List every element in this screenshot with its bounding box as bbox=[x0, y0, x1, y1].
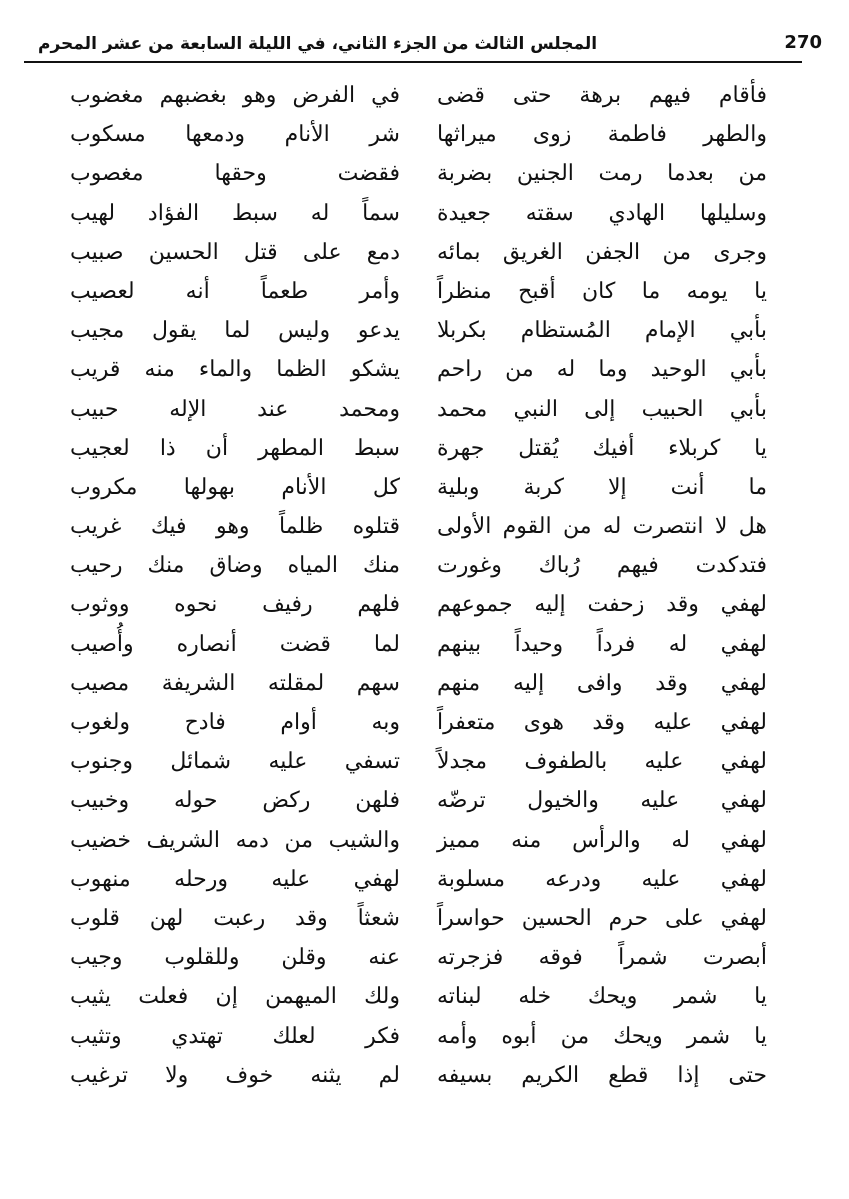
verse-second-hemistich: وأمر طعماً أنه لعصيب bbox=[70, 278, 400, 304]
verse-second-hemistich: فقضت وحقها مغصوب bbox=[70, 161, 400, 187]
verse-row bbox=[0, 744, 849, 783]
verse-first-hemistich: يا شمر ويحك من أبوه وأمه bbox=[437, 1023, 767, 1049]
verse-row bbox=[0, 940, 849, 979]
verse-second-hemistich: يشكو الظما والماء منه قريب bbox=[70, 357, 400, 383]
verse-second-hemistich: في الفرض وهو بغضبهم مغضوب bbox=[70, 83, 400, 108]
verse-first-hemistich: وجرى من الجفن الغريق بمائه bbox=[437, 239, 767, 265]
verse-row bbox=[0, 313, 849, 352]
verse-row bbox=[0, 196, 849, 235]
verse-first-hemistich: والطهر فاطمة زوى ميراثها bbox=[437, 122, 767, 148]
verse-second-hemistich: كل الأنام بهولها مكروب bbox=[70, 474, 400, 500]
verse-first-hemistich: يا شمر ويحك خله لبناته bbox=[437, 984, 767, 1010]
verse-row bbox=[0, 392, 849, 431]
verse-row bbox=[0, 1058, 849, 1097]
verse-row bbox=[0, 78, 849, 117]
verse-row bbox=[0, 705, 849, 744]
verse-second-hemistich: لم يثنه خوف ولا ترغيب bbox=[70, 1062, 400, 1088]
verse-second-hemistich: سبط المطهر أن ذا لعجيب bbox=[70, 435, 400, 461]
verse-row bbox=[0, 1019, 849, 1058]
verse-first-hemistich: حتى إذا قطع الكريم بسيفه bbox=[437, 1062, 767, 1088]
verse-row bbox=[0, 783, 849, 822]
verse-row bbox=[0, 862, 849, 901]
verse-second-hemistich: وبه أوام فادح ولغوب bbox=[70, 710, 400, 735]
verse-first-hemistich: بأبي الوحيد وما له من راحم bbox=[437, 357, 767, 383]
verse-first-hemistich: بأبي الحبيب إلى النبي محمد bbox=[437, 396, 767, 422]
verse-first-hemistich: لهفي وقد زحفت إليه جموعهم bbox=[437, 592, 767, 618]
verse-row bbox=[0, 431, 849, 470]
verse-second-hemistich: عنه وقلن وللقلوب وجيب bbox=[70, 945, 400, 971]
verse-second-hemistich: والشيب من دمه الشريف خضيب bbox=[70, 827, 400, 853]
verse-row bbox=[0, 274, 849, 313]
verse-first-hemistich: وسليلها الهادي سقته جعيدة bbox=[437, 200, 767, 226]
verse-first-hemistich: من بعدما رمت الجنين بضربة bbox=[437, 161, 767, 187]
verse-second-hemistich: ومحمد عند الإله حبيب bbox=[70, 396, 400, 422]
verse-row bbox=[0, 235, 849, 274]
verse-row bbox=[0, 627, 849, 666]
verse-first-hemistich: لهفي عليه وقد هوى متعفراً bbox=[437, 710, 767, 735]
verse-row bbox=[0, 587, 849, 626]
verse-first-hemistich: أبصرت شمراً فوقه فزجرته bbox=[437, 945, 767, 971]
verse-first-hemistich: يا كربلاء أفيك يُقتل جهرة bbox=[437, 435, 767, 461]
verse-first-hemistich: لهفي له فرداً وحيداً بينهم bbox=[437, 631, 767, 657]
verse-first-hemistich: لهفي عليه بالطفوف مجدلاً bbox=[437, 749, 767, 775]
verse-second-hemistich: لهفي عليه ورحله منهوب bbox=[70, 866, 400, 892]
verse-row bbox=[0, 352, 849, 391]
verse-second-hemistich: لما قضت أنصاره وأُصيب bbox=[70, 631, 400, 657]
verse-second-hemistich: شعثاً وقد رعبت لهن قلوب bbox=[70, 905, 400, 931]
verse-row bbox=[0, 823, 849, 862]
verse-second-hemistich: يدعو وليس لما يقول مجيب bbox=[70, 318, 400, 344]
verse-row bbox=[0, 901, 849, 940]
verse-first-hemistich: بأبي الإمام المُستظام بكربلا bbox=[437, 318, 767, 344]
verse-first-hemistich: فأقام فيهم برهة حتى قضى bbox=[437, 83, 767, 108]
page-number: 270 bbox=[784, 32, 822, 53]
verse-row bbox=[0, 666, 849, 705]
verse-second-hemistich: تسفي عليه شمائل وجنوب bbox=[70, 749, 400, 775]
verse-second-hemistich: قتلوه ظلماً وهو فيك غريب bbox=[70, 514, 400, 540]
verse-first-hemistich: لهفي عليه والخيول ترضّه bbox=[437, 788, 767, 814]
verse-row bbox=[0, 156, 849, 195]
page-header bbox=[24, 28, 822, 60]
verse-second-hemistich: شر الأنام ودمعها مسكوب bbox=[70, 122, 400, 148]
verse-row bbox=[0, 979, 849, 1018]
verse-first-hemistich: فتدكدت فيهم رُباك وغورت bbox=[437, 553, 767, 579]
verse-first-hemistich: لهفي وقد وافى إليه منهم bbox=[437, 670, 767, 696]
verse-row bbox=[0, 509, 849, 548]
poem-body bbox=[0, 78, 849, 1097]
running-title: المجلس الثالث من الجزء الثاني، في الليلة السابعة من عشر المحرم bbox=[38, 34, 598, 54]
verse-first-hemistich: ما أنت إلا كربة وبلية bbox=[437, 474, 767, 500]
verse-first-hemistich: لهفي عليه ودرعه مسلوبة bbox=[437, 866, 767, 892]
verse-second-hemistich: فلهن ركض حوله وخبيب bbox=[70, 788, 400, 814]
verse-first-hemistich: لهفي على حرم الحسين حواسراً bbox=[437, 905, 767, 931]
verse-second-hemistich: منك المياه وضاق منك رحيب bbox=[70, 553, 400, 579]
verse-first-hemistich: لهفي له والرأس منه مميز bbox=[437, 827, 767, 853]
verse-second-hemistich: ولك الميهمن إن فعلت يثيب bbox=[70, 984, 400, 1010]
verse-second-hemistich: فكر لعلك تهتدي وتثيب bbox=[70, 1023, 400, 1049]
verse-second-hemistich: دمع على قتل الحسين صبيب bbox=[70, 239, 400, 265]
verse-row bbox=[0, 117, 849, 156]
verse-row bbox=[0, 548, 849, 587]
header-divider bbox=[24, 61, 802, 63]
verse-first-hemistich: هل لا انتصرت له من القوم الأولى bbox=[437, 514, 767, 540]
verse-row bbox=[0, 470, 849, 509]
verse-first-hemistich: يا يومه ما كان أقبح منظراً bbox=[437, 278, 767, 304]
verse-second-hemistich: فلهم رفيف نحوه ووثوب bbox=[70, 592, 400, 618]
verse-second-hemistich: سهم لمقلته الشريفة مصيب bbox=[70, 670, 400, 696]
verse-second-hemistich: سماً له سبط الفؤاد لهيب bbox=[70, 200, 400, 226]
